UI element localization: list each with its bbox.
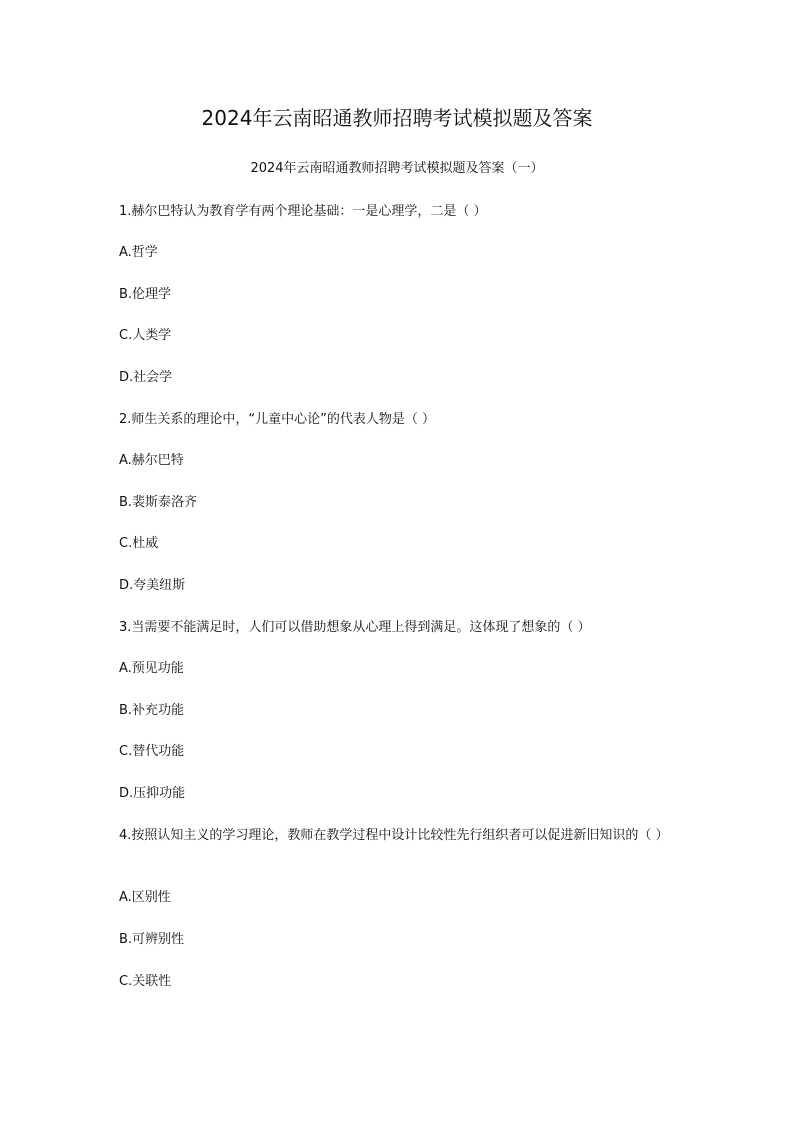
- question-3-option-a: A.预见功能: [119, 661, 184, 676]
- question-4-option-b: B.可辨别性: [119, 932, 185, 947]
- question-1-stem: 1.赫尔巴特认为教育学有两个理论基础：一是心理学，二是（ ）: [119, 204, 487, 219]
- question-1-option-c: C.人类学: [119, 328, 172, 343]
- question-2-option-d: D.夸美纽斯: [119, 578, 186, 593]
- question-1-option-d: D.社会学: [119, 370, 173, 385]
- section-subtitle: 2024年云南昭通教师招聘考试模拟题及答案（一）: [250, 161, 544, 176]
- question-2-stem: 2.师生关系的理论中，“儿童中心论”的代表人物是（ ）: [119, 412, 436, 427]
- question-1-option-a: A.哲学: [119, 245, 158, 260]
- question-4-stem: 4.按照认知主义的学习理论，教师在教学过程中设计比较性先行组织者可以促进新旧知识的（ ）: [119, 828, 669, 843]
- question-4-option-a: A.区别性: [119, 890, 171, 905]
- page-title: 2024年云南昭通教师招聘考试模拟题及答案: [201, 106, 593, 130]
- question-3-option-d: D.压抑功能: [119, 786, 186, 801]
- question-1-option-b: B.伦理学: [119, 287, 172, 302]
- question-2-option-a: A.赫尔巴特: [119, 453, 184, 468]
- question-2-option-c: C.杜威: [119, 536, 159, 551]
- question-3-stem: 3.当需要不能满足时，人们可以借助想象从心理上得到满足。这体现了想象的（ ）: [119, 620, 591, 635]
- question-2-option-b: B.裴斯泰洛齐: [119, 495, 198, 510]
- question-4-option-c: C.关联性: [119, 974, 172, 989]
- question-3-option-b: B.补充功能: [119, 703, 185, 718]
- question-3-option-c: C.替代功能: [119, 744, 185, 759]
